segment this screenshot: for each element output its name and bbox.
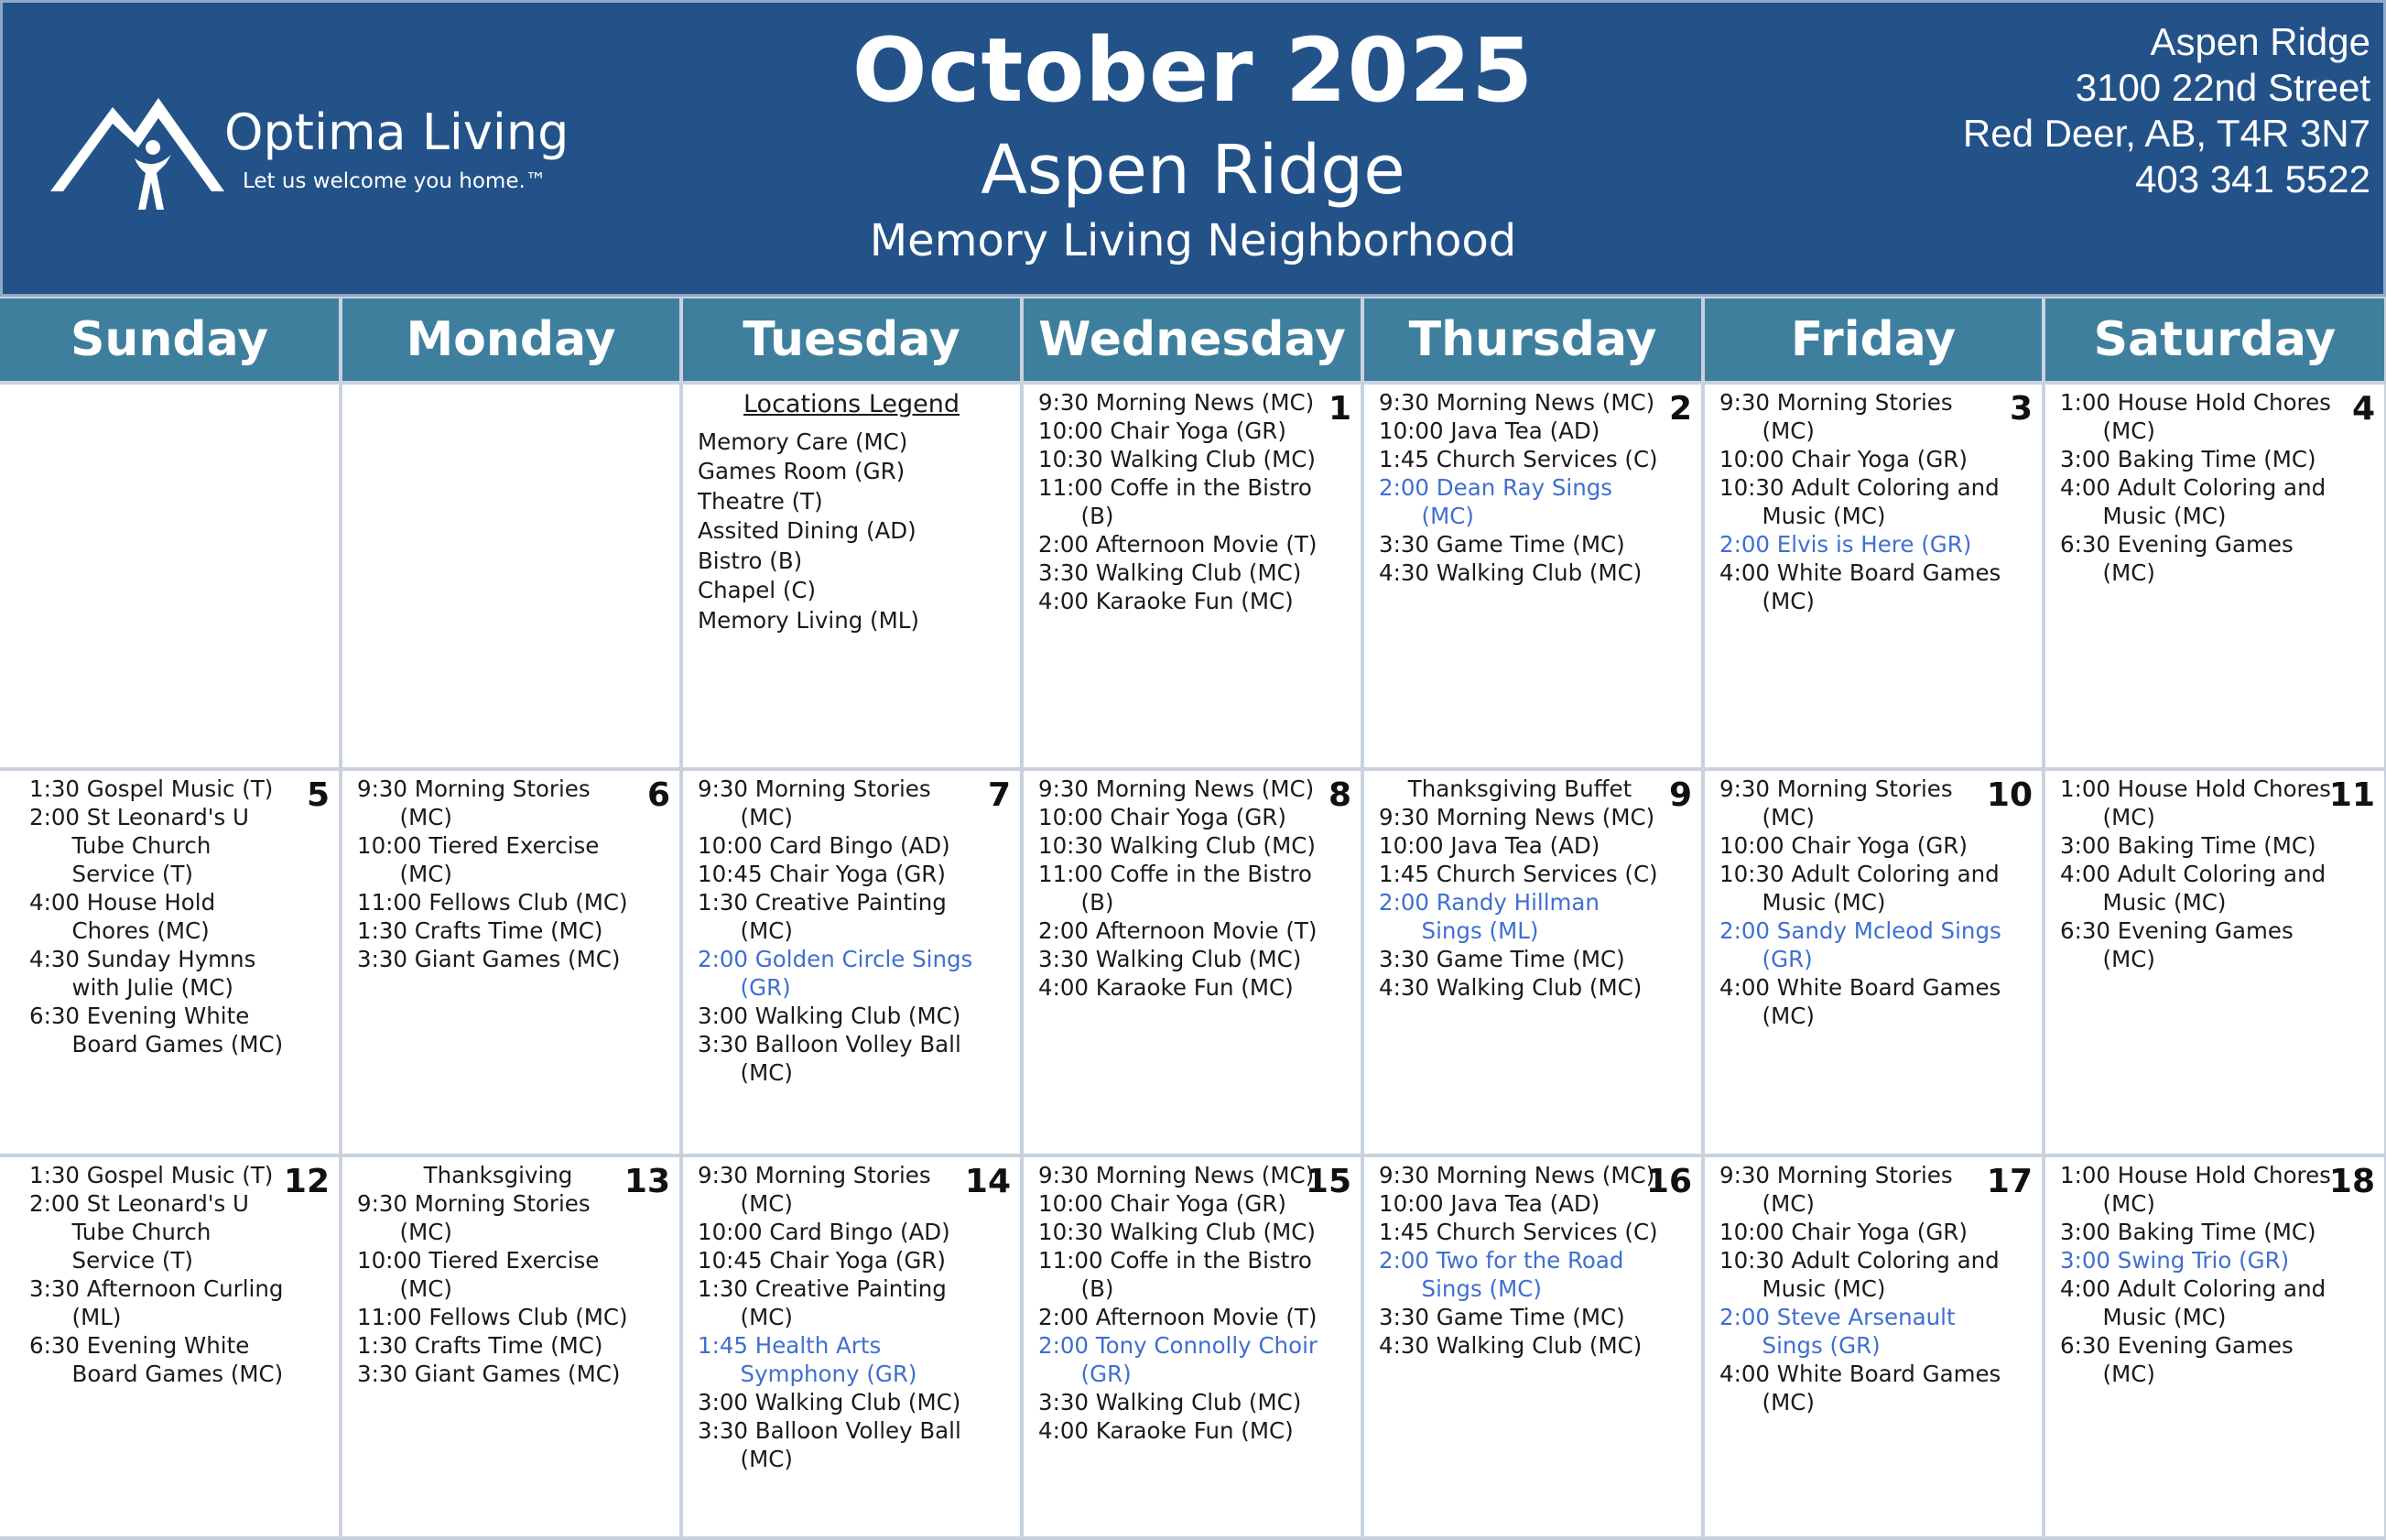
day-number: 2	[1668, 390, 1692, 428]
event-item: 3:30 Giant Games (MC)	[357, 946, 621, 972]
event-item: 10:00 Card Bingo (AD)	[698, 1219, 950, 1245]
event-item: 4:00 Karaoke Fun (MC)	[1038, 588, 1294, 614]
event-item: 4:00 White Board Games (MC)	[1719, 559, 2001, 614]
event-item: 2:00 Afternoon Movie (T)	[1038, 1304, 1318, 1330]
featured-event: 2:00 Steve Arsenault Sings (GR)	[1719, 1304, 1956, 1359]
event-item: 1:45 Church Services (C)	[1379, 1219, 1658, 1245]
featured-event: 2:00 Elvis is Here (GR)	[1719, 531, 1972, 558]
event-list	[698, 775, 980, 1087]
event-item: 9:30 Morning News (MC)	[1379, 804, 1655, 830]
day-number: 7	[987, 776, 1011, 814]
event-item: 9:30 Morning Stories (MC)	[1719, 1162, 1953, 1217]
event-item: 10:00 Tiered Exercise (MC)	[357, 832, 600, 887]
event-item: 10:00 Chair Yoga (GR)	[1038, 1190, 1286, 1217]
event-item: 1:30 Crafts Time (MC)	[357, 1332, 603, 1359]
day-cell-7	[683, 771, 1020, 1154]
event-item: 1:00 House Hold Chores (MC)	[2060, 1162, 2331, 1217]
legend-title: Locations Legend	[743, 390, 960, 418]
event-item: 10:30 Walking Club (MC)	[1038, 446, 1316, 472]
day-number: 15	[1305, 1163, 1351, 1200]
address-line: 3100 22nd Street	[2075, 66, 2370, 109]
legend-item: Assited Dining (AD)	[698, 517, 916, 544]
event-item: 4:30 Sunday Hymns with Julie (MC)	[29, 946, 256, 1001]
event-item: 4:00 Karaoke Fun (MC)	[1038, 974, 1294, 1001]
page-title: October 2025	[851, 19, 1535, 122]
weekday-header-thursday: Thursday	[1364, 298, 1701, 381]
holiday-label: Thanksgiving Buffet	[1407, 775, 1632, 802]
day-cell-12	[0, 1157, 339, 1536]
featured-event: 2:00 Randy Hillman Sings (ML)	[1379, 889, 1600, 944]
event-item: 3:30 Balloon Volley Ball (MC)	[698, 1417, 961, 1472]
event-item: 4:00 Karaoke Fun (MC)	[1038, 1417, 1294, 1444]
day-cell-8	[1024, 771, 1361, 1154]
event-item: 4:30 Walking Club (MC)	[1379, 974, 1643, 1001]
legend-item: Memory Living (ML)	[698, 606, 919, 634]
day-number: 5	[306, 776, 330, 814]
legend-item: Memory Care (MC)	[698, 428, 908, 455]
event-item: 3:30 Giant Games (MC)	[357, 1361, 621, 1387]
day-cell-18	[2045, 1157, 2384, 1536]
event-list	[1379, 388, 1661, 587]
event-item: 1:00 House Hold Chores (MC)	[2060, 775, 2331, 830]
day-cell-6	[342, 771, 679, 1154]
weekday-header-saturday: Saturday	[2045, 298, 2384, 381]
event-item: 10:30 Walking Club (MC)	[1038, 1219, 1316, 1245]
featured-event: 2:00 Tony Connolly Choir (GR)	[1038, 1332, 1318, 1387]
event-item: 10:45 Chair Yoga (GR)	[698, 1247, 946, 1274]
neighborhood-name: Memory Living Neighborhood	[869, 215, 1517, 266]
calendar-grid	[0, 297, 2386, 1540]
event-item: 3:00 Walking Club (MC)	[698, 1389, 961, 1415]
day-number: 10	[1986, 776, 2033, 814]
event-item: 1:30 Crafts Time (MC)	[357, 917, 603, 944]
event-item: 6:30 Evening Games (MC)	[2060, 917, 2294, 972]
locations-legend	[692, 390, 1011, 635]
event-item: 9:30 Morning Stories (MC)	[1719, 775, 1953, 830]
event-item: 9:30 Morning Stories (MC)	[698, 1162, 931, 1217]
event-item: 11:00 Coffe in the Bistro (B)	[1038, 1247, 1312, 1302]
featured-event: 2:00 Golden Circle Sings (GR)	[698, 946, 973, 1001]
event-item: 4:00 White Board Games (MC)	[1719, 974, 2001, 1029]
event-item: 10:00 Java Tea (AD)	[1379, 1190, 1600, 1217]
legend-item: Bistro (B)	[698, 547, 803, 574]
event-item: 4:00 White Board Games (MC)	[1719, 1361, 2001, 1415]
empty-day-cell	[683, 385, 1020, 767]
event-item: 9:30 Morning Stories (MC)	[357, 1190, 591, 1245]
phone-number: 403 341 5522	[2135, 157, 2370, 201]
event-item: 4:00 Adult Coloring and Music (MC)	[2060, 1275, 2326, 1330]
day-number: 18	[2328, 1163, 2375, 1200]
event-list	[1038, 775, 1320, 1002]
event-item: 3:00 Baking Time (MC)	[2060, 832, 2316, 859]
event-list	[1719, 388, 2001, 615]
day-number: 6	[646, 776, 670, 814]
event-item: 3:30 Game Time (MC)	[1379, 531, 1625, 558]
featured-event: 1:45 Health Arts Symphony (GR)	[698, 1332, 917, 1387]
day-cell-11	[2045, 771, 2384, 1154]
event-item: 11:00 Fellows Club (MC)	[357, 889, 628, 916]
event-list	[1719, 775, 2001, 1030]
weekday-header-monday: Monday	[342, 298, 679, 381]
residence-name: Aspen Ridge	[981, 131, 1405, 210]
event-item: 10:00 Chair Yoga (GR)	[1038, 418, 1286, 444]
event-list	[1038, 388, 1320, 615]
featured-event: 2:00 Sandy Mcleod Sings (GR)	[1719, 917, 2001, 972]
day-cell-2	[1364, 385, 1701, 767]
event-item: 10:00 Chair Yoga (GR)	[1719, 446, 1968, 472]
event-item: 9:30 Morning News (MC)	[1379, 1162, 1655, 1188]
event-item: 4:30 Walking Club (MC)	[1379, 559, 1643, 586]
event-list	[1038, 1161, 1320, 1445]
event-item: 3:00 Baking Time (MC)	[2060, 446, 2316, 472]
day-number: 16	[1645, 1163, 1692, 1200]
optima-living-logo	[50, 91, 569, 228]
event-item: 3:30 Game Time (MC)	[1379, 946, 1625, 972]
event-item: 9:30 Morning Stories (MC)	[1719, 389, 1953, 444]
address-line: Red Deer, AB, T4R 3N7	[1962, 112, 2370, 155]
event-item: 1:45 Church Services (C)	[1379, 861, 1658, 887]
event-item: 10:00 Chair Yoga (GR)	[1719, 1219, 1968, 1245]
day-number: 17	[1986, 1163, 2033, 1200]
weekday-header-friday: Friday	[1705, 298, 2042, 381]
event-list	[2060, 388, 2344, 587]
event-item: 11:00 Coffe in the Bistro (B)	[1038, 474, 1312, 529]
day-cell-9	[1364, 771, 1701, 1154]
day-cell-14	[683, 1157, 1020, 1536]
event-list	[698, 1161, 980, 1473]
day-cell-1	[1024, 385, 1361, 767]
event-item: 1:30 Gospel Music (T)	[29, 775, 274, 802]
day-number: 11	[2328, 776, 2375, 814]
day-cell-13	[342, 1157, 679, 1536]
event-item: 1:30 Creative Painting (MC)	[698, 889, 947, 944]
day-number: 8	[1328, 776, 1351, 814]
event-item: 10:00 Java Tea (AD)	[1379, 418, 1600, 444]
event-item: 4:30 Walking Club (MC)	[1379, 1332, 1643, 1359]
event-item: 3:30 Afternoon Curling (ML)	[29, 1275, 284, 1330]
calendar-header	[0, 0, 2386, 297]
mountain-person-icon	[50, 91, 224, 219]
event-list	[357, 1161, 639, 1388]
event-item: 1:30 Creative Painting (MC)	[698, 1275, 947, 1330]
day-number: 3	[2009, 390, 2033, 428]
day-number: 13	[624, 1163, 670, 1200]
brand-name: Optima Living	[224, 103, 569, 161]
event-item: 10:00 Chair Yoga (GR)	[1038, 804, 1286, 830]
holiday-label: Thanksgiving	[423, 1162, 573, 1188]
featured-event: 2:00 Dean Ray Sings (MC)	[1379, 474, 1613, 529]
event-item: 3:30 Game Time (MC)	[1379, 1304, 1625, 1330]
empty-day-cell	[0, 385, 339, 767]
event-item: 6:30 Evening White Board Games (MC)	[29, 1332, 284, 1387]
event-item: 4:00 Adult Coloring and Music (MC)	[2060, 474, 2326, 529]
event-list	[2060, 1161, 2344, 1388]
event-list	[2060, 775, 2344, 973]
event-item: 10:00 Chair Yoga (GR)	[1719, 832, 1968, 859]
event-item: 2:00 St Leonard's U Tube Church Service (T)	[29, 804, 249, 887]
event-item: 9:30 Morning News (MC)	[1379, 389, 1655, 416]
event-item: 3:00 Baking Time (MC)	[2060, 1219, 2316, 1245]
event-item: 6:30 Evening White Board Games (MC)	[29, 1003, 284, 1057]
event-item: 10:30 Adult Coloring and Music (MC)	[1719, 861, 2000, 916]
weekday-header-sunday: Sunday	[0, 298, 339, 381]
event-list	[1379, 1161, 1661, 1360]
featured-event: 3:00 Swing Trio (GR)	[2060, 1247, 2290, 1274]
day-number: 4	[2351, 390, 2375, 428]
event-item: 9:30 Morning News (MC)	[1038, 775, 1315, 802]
brand-tagline: Let us welcome you home.™	[243, 169, 547, 193]
event-item: 10:00 Java Tea (AD)	[1379, 832, 1600, 859]
event-item: 4:00 Adult Coloring and Music (MC)	[2060, 861, 2326, 916]
day-cell-16	[1364, 1157, 1701, 1536]
legend-item: Theatre (T)	[698, 487, 823, 515]
event-item: 10:00 Tiered Exercise (MC)	[357, 1247, 600, 1302]
event-item: 2:00 St Leonard's U Tube Church Service (T)	[29, 1190, 249, 1274]
day-cell-17	[1705, 1157, 2042, 1536]
event-item: 3:30 Walking Club (MC)	[1038, 1389, 1302, 1415]
event-item: 10:30 Adult Coloring and Music (MC)	[1719, 1247, 2000, 1302]
day-number: 14	[964, 1163, 1011, 1200]
event-item: 1:00 House Hold Chores (MC)	[2060, 389, 2331, 444]
day-cell-5	[0, 771, 339, 1154]
weekday-header-tuesday: Tuesday	[683, 298, 1020, 381]
event-item: 11:00 Coffe in the Bistro (B)	[1038, 861, 1312, 916]
featured-event: 2:00 Two for the Road Sings (MC)	[1379, 1247, 1624, 1302]
event-item: 2:00 Afternoon Movie (T)	[1038, 917, 1318, 944]
event-item: 9:30 Morning Stories (MC)	[357, 775, 591, 830]
day-number: 12	[283, 1163, 330, 1200]
event-item: 1:30 Gospel Music (T)	[29, 1162, 274, 1188]
address-line: Aspen Ridge	[2150, 20, 2370, 63]
day-cell-4	[2045, 385, 2384, 767]
event-item: 9:30 Morning News (MC)	[1038, 1162, 1315, 1188]
event-list	[29, 775, 298, 1058]
event-item: 4:00 House Hold Chores (MC)	[29, 889, 216, 944]
day-number: 9	[1668, 776, 1692, 814]
event-item: 3:30 Balloon Volley Ball (MC)	[698, 1031, 961, 1086]
day-cell-3	[1705, 385, 2042, 767]
event-item: 3:00 Walking Club (MC)	[698, 1003, 961, 1029]
event-item: 6:30 Evening Games (MC)	[2060, 1332, 2294, 1387]
event-list	[357, 775, 639, 973]
event-item: 10:00 Card Bingo (AD)	[698, 832, 950, 859]
event-item: 10:45 Chair Yoga (GR)	[698, 861, 946, 887]
event-item: 3:30 Walking Club (MC)	[1038, 559, 1302, 586]
legend-item: Chapel (C)	[698, 577, 817, 603]
day-cell-15	[1024, 1157, 1361, 1536]
event-item: 6:30 Evening Games (MC)	[2060, 531, 2294, 586]
event-item: 9:30 Morning News (MC)	[1038, 389, 1315, 416]
event-item: 10:30 Walking Club (MC)	[1038, 832, 1316, 859]
event-item: 3:30 Walking Club (MC)	[1038, 946, 1302, 972]
event-item: 10:30 Adult Coloring and Music (MC)	[1719, 474, 2000, 529]
event-item: 9:30 Morning Stories (MC)	[698, 775, 931, 830]
event-item: 1:45 Church Services (C)	[1379, 446, 1658, 472]
day-cell-10	[1705, 771, 2042, 1154]
event-list	[1379, 775, 1661, 1002]
event-item: 11:00 Fellows Club (MC)	[357, 1304, 628, 1330]
event-list	[1719, 1161, 2001, 1416]
event-item: 2:00 Afternoon Movie (T)	[1038, 531, 1318, 558]
weekday-header-wednesday: Wednesday	[1024, 298, 1361, 381]
day-number: 1	[1328, 390, 1351, 428]
event-list	[29, 1161, 298, 1388]
legend-item: Games Room (GR)	[698, 458, 906, 484]
empty-day-cell	[342, 385, 679, 767]
address-block	[1858, 19, 2370, 202]
